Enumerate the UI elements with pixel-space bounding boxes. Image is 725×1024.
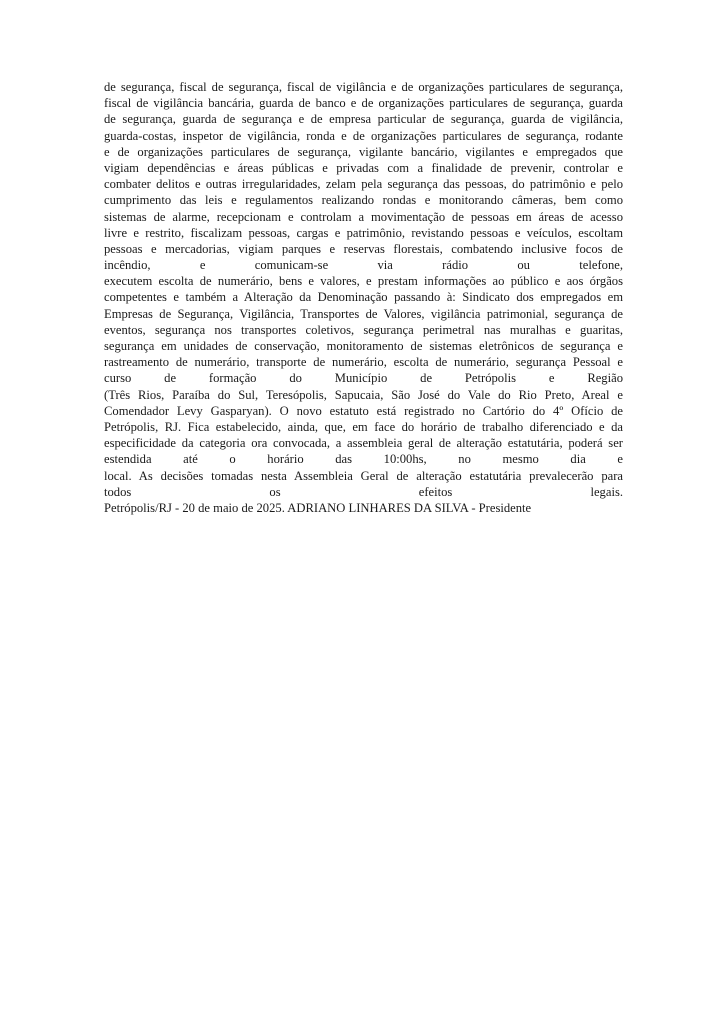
text-line: Empresas de Segurança, Vigilância, Transportes de Valores, vigilância patrimonial, segurança de xyxy=(104,306,623,321)
text-line: combater delitos e outras irregularidades, zelam pela segurança das pessoas, do patrimônio e pelo xyxy=(104,177,623,192)
text-line: incêndio, e comunicam-se via rádio ou telefone, xyxy=(104,258,623,273)
text-line: rastreamento de numerário, transporte de numerário, escolta de numerário, segurança Pessoal e xyxy=(104,355,623,370)
text-line: local. As decisões tomadas nesta Assembleia Geral de alteração estatutária prevalecerão para xyxy=(104,468,623,483)
text-line: de segurança, fiscal de segurança, fiscal de vigilância e de organizações particulares de segurança, xyxy=(104,80,623,94)
signature-line: Petrópolis/RJ - 20 de maio de 2025. ADRIANO LINHARES DA SILVA - Presidente xyxy=(104,500,532,515)
text-line: Petrópolis, RJ. Fica estabelecido, ainda, que, em face do horário de trabalho diferenciado e da xyxy=(104,419,623,434)
text-line: especificidade da categoria ora convocada, a assembleia geral de alteração estatutária, poderá ser xyxy=(104,436,623,451)
text-line: pessoas e mercadorias, vigiam parques e reservas florestais, combatendo inclusive focos de xyxy=(104,241,623,256)
text-line: de segurança, guarda de segurança e de empresa particular de segurança, guarda de vigilância, xyxy=(104,112,623,127)
text-line: vigiam dependências e áreas públicas e privadas com a finalidade de prevenir, controlar e xyxy=(104,160,623,175)
text-line: estendida até o horário das 10:00hs, no mesmo dia e xyxy=(104,452,623,467)
text-line: livre e restrito, fiscalizam pessoas, cargas e patrimônio, revistando pessoas e veículos, escoltam xyxy=(104,225,623,240)
document-body-text xyxy=(104,79,623,516)
text-line: todos os efeitos legais. xyxy=(104,484,623,499)
text-line: eventos, segurança nos transportes coletivos, segurança perimetral nas muralhas e guaritas, xyxy=(104,322,623,337)
text-line: sistemas de alarme, recepcionam e controlam a movimentação de pessoas em áreas de acesso xyxy=(104,209,623,224)
text-line: guarda-costas, inspetor de vigilância, ronda e de organizações particulares de segurança, rodante xyxy=(104,128,623,143)
text-line: executem escolta de numerário, bens e valores, e prestam informações ao público e aos órgãos xyxy=(104,274,623,289)
text-line: (Três Rios, Paraíba do Sul, Teresópolis, Sapucaia, São José do Vale do Rio Preto, Areal e xyxy=(104,387,623,402)
text-line: Comendador Levy Gasparyan). O novo estatuto está registrado no Cartório do 4º Ofício de xyxy=(104,403,623,418)
text-line: cumprimento das leis e regulamentos realizando rondas e monitorando câmeras, bem como xyxy=(104,193,623,208)
text-line: curso de formação do Município de Petrópolis e Região xyxy=(104,371,623,386)
text-line: segurança em unidades de conservação, monitoramento de sistemas eletrônicos de segurança e xyxy=(104,339,623,353)
text-line: competentes e também a Alteração da Denominação passando à: Sindicato dos empregados em xyxy=(104,290,623,305)
text-line: fiscal de vigilância bancária, guarda de banco e de organizações particulares de segurança, guarda xyxy=(104,96,623,111)
text-line: e de organizações particulares de segurança, vigilante bancário, vigilantes e empregados que xyxy=(104,144,623,159)
